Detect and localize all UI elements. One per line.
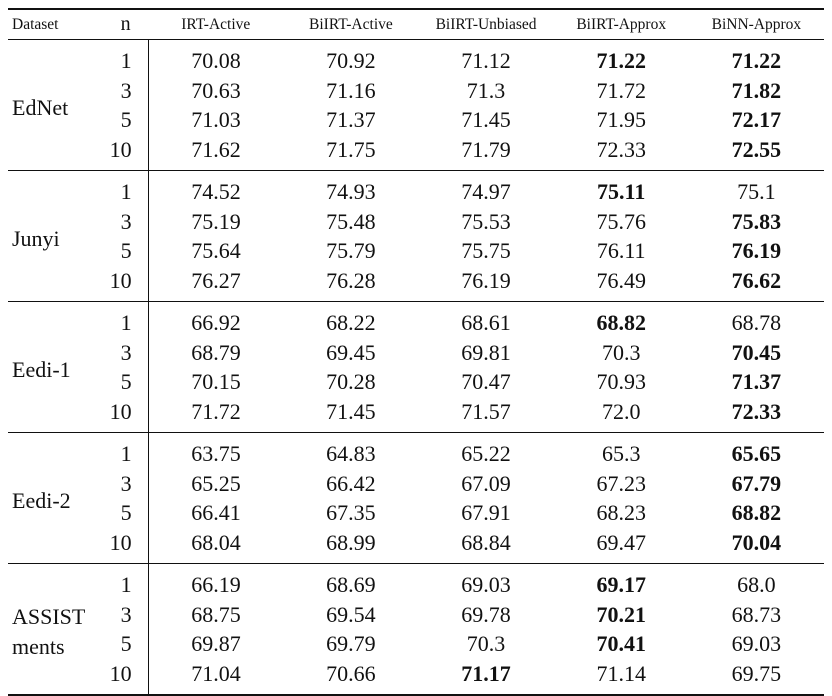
metric-value: 75.19 — [191, 208, 241, 234]
table-row — [8, 266, 824, 302]
metric-value: 72.0 — [601, 398, 641, 424]
metric-value: 68.23 — [596, 500, 646, 526]
metric-value: 70.08 — [191, 48, 241, 74]
table-row — [8, 629, 824, 659]
metric-value: 70.21 — [596, 601, 646, 627]
n-value: 5 — [103, 236, 148, 266]
metric-value: 65.65 — [731, 441, 782, 467]
table-row — [8, 498, 824, 528]
metric-value: 68.0 — [737, 572, 776, 598]
metric-value: 67.79 — [731, 470, 782, 496]
metric-value: 71.22 — [731, 48, 782, 74]
metric-value: 68.73 — [731, 601, 782, 627]
dataset-name-line: ASSIST — [12, 604, 86, 629]
metric-value: 69.78 — [461, 601, 511, 627]
dataset-name — [8, 564, 103, 696]
n-value: 10 — [103, 266, 148, 302]
table-row — [8, 469, 824, 499]
n-value: 3 — [103, 338, 148, 368]
metric-value: 66.92 — [191, 310, 241, 336]
metric-value: 71.72 — [191, 398, 241, 424]
metric-value: 69.81 — [461, 339, 511, 365]
metric-value: 66.42 — [326, 470, 376, 496]
metric-value: 67.09 — [461, 470, 511, 496]
metric-value: 76.27 — [191, 267, 241, 293]
metric-value: 70.63 — [191, 77, 241, 103]
metric-value: 71.37 — [731, 369, 782, 395]
metric-value: 70.66 — [326, 660, 376, 686]
metric-value: 75.76 — [596, 208, 646, 234]
metric-value: 71.14 — [596, 660, 646, 686]
metric-value: 68.61 — [461, 310, 511, 336]
metric-value: 69.03 — [461, 572, 511, 598]
metric-value: 72.17 — [731, 107, 782, 133]
metric-value: 71.22 — [596, 48, 646, 74]
metric-value: 76.19 — [731, 238, 782, 264]
n-value: 10 — [103, 659, 148, 696]
n-value: 10 — [103, 528, 148, 564]
metric-value: 67.91 — [461, 500, 511, 526]
n-value: 3 — [103, 469, 148, 499]
dataset-group — [8, 40, 824, 171]
metric-value: 69.17 — [596, 572, 646, 598]
table-row — [8, 76, 824, 106]
n-value: 1 — [103, 433, 148, 469]
header-row — [8, 9, 824, 40]
metric-value: 69.47 — [596, 529, 646, 555]
n-value: 10 — [103, 397, 148, 433]
header-method: BiNN-Approx — [689, 9, 824, 40]
metric-value: 71.45 — [326, 398, 376, 424]
metric-value: 70.93 — [596, 369, 646, 395]
table-row — [8, 302, 824, 338]
metric-value: 69.54 — [326, 601, 376, 627]
metric-value: 72.33 — [596, 136, 646, 162]
table-row — [8, 397, 824, 433]
table-row — [8, 236, 824, 266]
n-value: 1 — [103, 564, 148, 600]
header-method: BiIRT-Approx — [554, 9, 689, 40]
metric-value: 70.15 — [191, 369, 241, 395]
table-row — [8, 105, 824, 135]
metric-value: 65.3 — [601, 441, 641, 467]
dataset-group — [8, 564, 824, 696]
table-row — [8, 338, 824, 368]
metric-value: 71.82 — [731, 77, 782, 103]
table-row — [8, 207, 824, 237]
metric-value: 75.11 — [597, 179, 646, 205]
n-value: 5 — [103, 629, 148, 659]
metric-value: 68.04 — [191, 529, 241, 555]
metric-value: 71.72 — [596, 77, 646, 103]
dataset-group — [8, 302, 824, 433]
metric-value: 76.28 — [326, 267, 376, 293]
metric-value: 70.47 — [461, 369, 511, 395]
header-n: n — [103, 9, 148, 40]
metric-value: 69.45 — [326, 339, 376, 365]
metric-value: 71.12 — [461, 48, 511, 74]
n-value: 1 — [103, 171, 148, 207]
metric-value: 71.3 — [466, 77, 506, 103]
metric-value: 68.82 — [731, 500, 782, 526]
metric-value: 69.79 — [326, 631, 376, 657]
metric-value: 69.87 — [191, 631, 241, 657]
metric-value: 70.3 — [601, 339, 641, 365]
metric-value: 68.22 — [326, 310, 376, 336]
n-value: 10 — [103, 135, 148, 171]
metric-value: 63.75 — [191, 441, 241, 467]
metric-value: 68.78 — [731, 310, 782, 336]
metric-value: 74.93 — [326, 179, 376, 205]
metric-value: 71.79 — [461, 136, 511, 162]
metric-value: 70.28 — [326, 369, 376, 395]
metric-value: 71.37 — [326, 107, 376, 133]
header-method: BiIRT-Unbiased — [418, 9, 553, 40]
dataset-name-line: ments — [12, 634, 65, 659]
metric-value: 68.84 — [461, 529, 511, 555]
dataset-group — [8, 433, 824, 564]
metric-value: 71.57 — [461, 398, 511, 424]
metric-value: 72.55 — [731, 136, 782, 162]
metric-value: 75.48 — [326, 208, 376, 234]
results-table — [8, 8, 824, 696]
n-value: 5 — [103, 105, 148, 135]
metric-value: 75.83 — [731, 208, 782, 234]
header-method: IRT-Active — [148, 9, 283, 40]
metric-value: 65.25 — [191, 470, 241, 496]
metric-value: 71.75 — [326, 136, 376, 162]
metric-value: 71.16 — [326, 77, 376, 103]
dataset-name: Eedi-2 — [12, 488, 71, 513]
metric-value: 70.3 — [466, 631, 506, 657]
metric-value: 67.35 — [326, 500, 376, 526]
dataset-group — [8, 171, 824, 302]
metric-value: 76.19 — [461, 267, 511, 293]
metric-value: 75.64 — [191, 238, 241, 264]
metric-value: 65.22 — [461, 441, 511, 467]
results-table-container — [8, 8, 824, 696]
n-value: 3 — [103, 207, 148, 237]
metric-value: 67.23 — [596, 470, 646, 496]
table-row — [8, 135, 824, 171]
n-value: 5 — [103, 367, 148, 397]
table-row — [8, 659, 824, 696]
table-row — [8, 40, 824, 76]
metric-value: 70.45 — [731, 339, 782, 365]
metric-value: 71.45 — [461, 107, 511, 133]
metric-value: 75.1 — [737, 179, 776, 205]
n-value: 5 — [103, 498, 148, 528]
table-header — [8, 9, 824, 40]
metric-value: 70.41 — [596, 631, 646, 657]
metric-value: 71.03 — [191, 107, 241, 133]
metric-value: 75.79 — [326, 238, 376, 264]
metric-value: 74.97 — [461, 179, 511, 205]
metric-value: 68.79 — [191, 339, 241, 365]
table-row — [8, 433, 824, 469]
n-value: 1 — [103, 302, 148, 338]
metric-value: 69.75 — [731, 660, 782, 686]
metric-value: 68.99 — [326, 529, 376, 555]
metric-value: 68.75 — [191, 601, 241, 627]
table-row — [8, 564, 824, 600]
metric-value: 71.17 — [461, 660, 511, 686]
n-value: 3 — [103, 600, 148, 630]
n-value: 3 — [103, 76, 148, 106]
metric-value: 68.69 — [326, 572, 376, 598]
metric-value: 74.52 — [191, 179, 241, 205]
metric-value: 66.19 — [191, 572, 241, 598]
header-dataset: Dataset — [8, 9, 103, 40]
metric-value: 72.33 — [731, 398, 782, 424]
dataset-name: Junyi — [12, 226, 60, 251]
metric-value: 69.03 — [731, 631, 782, 657]
metric-value: 70.92 — [326, 48, 376, 74]
metric-value: 75.75 — [461, 238, 511, 264]
metric-value: 71.62 — [191, 136, 241, 162]
metric-value: 70.04 — [731, 529, 782, 555]
header-method: BiIRT-Active — [283, 9, 418, 40]
metric-value: 71.95 — [596, 107, 646, 133]
table-row — [8, 171, 824, 207]
metric-value: 68.82 — [596, 310, 646, 336]
dataset-name: Eedi-1 — [12, 357, 71, 382]
metric-value: 64.83 — [326, 441, 376, 467]
n-value: 1 — [103, 40, 148, 76]
metric-value: 75.53 — [461, 208, 511, 234]
dataset-name: EdNet — [12, 95, 69, 120]
table-row — [8, 528, 824, 564]
metric-value: 76.62 — [731, 267, 782, 293]
table-row — [8, 367, 824, 397]
metric-value: 76.49 — [596, 267, 646, 293]
metric-value: 76.11 — [596, 238, 646, 264]
table-row — [8, 600, 824, 630]
metric-value: 66.41 — [191, 500, 241, 526]
metric-value: 71.04 — [191, 660, 241, 686]
